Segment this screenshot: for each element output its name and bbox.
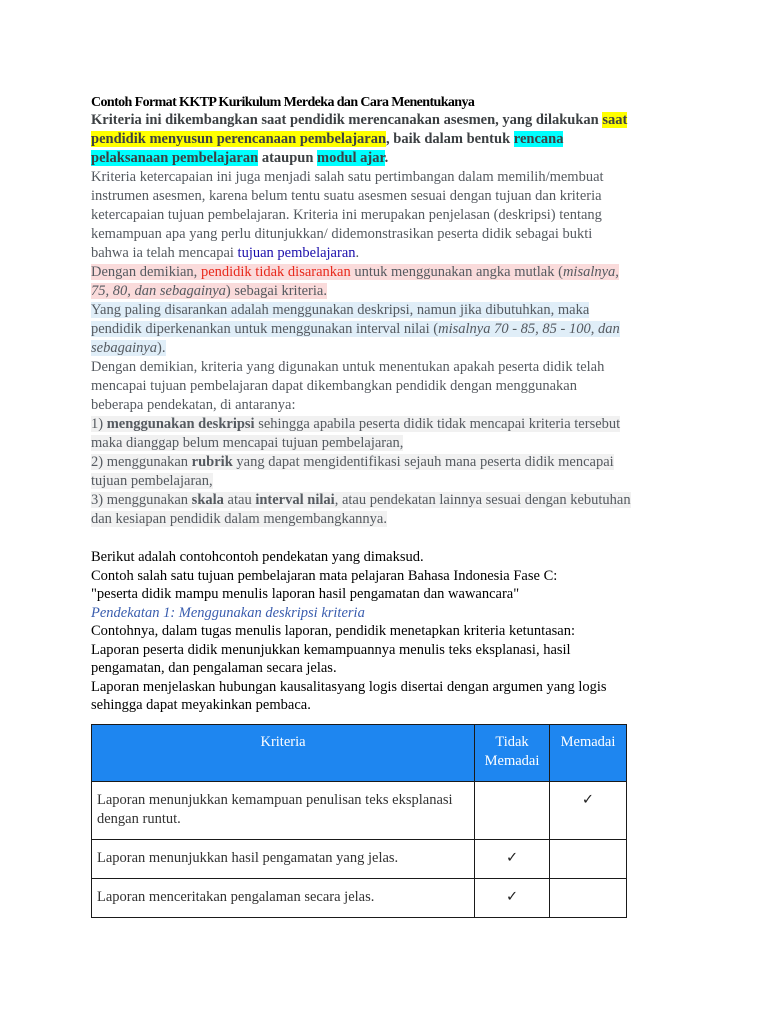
paragraph-not-recommended [91, 263, 631, 301]
cell-tidak-memadai: ✓ [475, 879, 550, 918]
list-item-text: sehingga apabila peserta didik tidak mencapai kriteria tersebut maka dianggap belum mencapai tujuan pembelajaran, [91, 416, 621, 451]
header-kriteria: Kriteria [92, 725, 475, 782]
list-item-bold: skala [191, 492, 224, 508]
paragraph-text: Kriteria ketercapaian ini juga menjadi salah satu pertimbangan dalam memilih/membuat instrumen asesmen, karena belum tentu suatu asesmen sesuai dengan tujuan dan kriteria ketercapaian tujuan pembelajaran. Kriteria ini merupakan penjelasan (deskripsi) tentang kemampuan apa yang perlu ditunjukkan/ didemonstrasikan peserta didik sebagai bukti bahwa ia telah mencapai [91, 169, 604, 261]
lead-text: Kriteria ini dikembangkan saat pendidik merencanakan asesmen, yang dilakukan [91, 112, 603, 128]
paragraph-kriteria [91, 168, 631, 263]
approach-heading: Pendekatan 1: Menggunakan deskripsi kriteria [91, 604, 365, 621]
italic-example: misalnya 70 - 85, 85 - 100, dan sebagainya [91, 321, 620, 356]
example-criteria-1: Laporan peserta didik menunjukkan kemampuannya menulis teks eksplanasi, hasil pengamatan, dan pengalaman secara jelas. [91, 641, 571, 676]
paragraph-approaches: Dengan demikian, kriteria yang digunakan untuk menentukan apakah peserta didik telah mencapai tujuan pembelajaran dapat dikembangkan pendidik dengan menggunakan beberapa pendekatan, di antaranya: [91, 359, 605, 413]
cell-memadai: ✓ [550, 782, 627, 840]
cell-kriteria: Laporan menceritakan pengalaman secara jelas. [92, 879, 475, 918]
paragraph-text: ). [157, 340, 166, 356]
spacer [91, 529, 631, 548]
list-item-bold: menggunakan deskripsi [106, 416, 255, 432]
cell-tidak-memadai [475, 782, 550, 840]
table-header-row [92, 725, 627, 782]
link-tujuan-pembelajaran[interactable]: tujuan pembelajaran [237, 245, 356, 261]
lead-text: ataupun [258, 150, 318, 166]
header-memadai: Memadai [550, 725, 627, 782]
list-item-bold: rubrik [191, 454, 233, 470]
list-item-text: yang dapat mengidentifikasi sejauh mana peserta didik mencapai tujuan pembelajaran, [91, 454, 614, 489]
example-criteria-2: Laporan menjelaskan hubungan kausalitasyang logis disertai dengan argumen yang logis sehingga dapat meyakinkan pembaca. [91, 678, 607, 713]
cell-memadai [550, 840, 627, 879]
example-intro: Berikut adalah contohcontoh pendekatan yang dimaksud. [91, 549, 424, 565]
list-item-text: 2) menggunakan [91, 454, 192, 470]
paragraph-text: Dengan demikian, [91, 264, 201, 280]
list-item-text: 3) menggunakan [91, 492, 192, 508]
table-row [92, 840, 627, 879]
approach-list [91, 415, 631, 529]
example-quote: "peserta didik mampu menulis laporan hasil pengamatan dan wawancara" [91, 586, 520, 602]
table-row [92, 782, 627, 840]
list-item-bold: interval nilai [255, 492, 335, 508]
document-body [91, 94, 631, 715]
highlight-yellow: saat pendidik menyusun perencanaan pembelajaran [91, 112, 628, 147]
criteria-table [91, 724, 627, 918]
cell-kriteria: Laporan menunjukkan kemampuan penulisan teks eksplanasi dengan runtut. [92, 782, 475, 840]
list-item-text: atau [223, 492, 256, 508]
paragraph-text: . [355, 245, 360, 261]
cell-tidak-memadai: ✓ [475, 840, 550, 879]
cell-memadai [550, 879, 627, 918]
header-tidak-memadai: Tidak Memadai [475, 725, 550, 782]
red-emphasis: pendidik tidak disarankan [200, 264, 351, 280]
cell-kriteria: Laporan menunjukkan hasil pengamatan yang jelas. [92, 840, 475, 879]
lead-text: , baik dalam bentuk [386, 131, 514, 147]
paragraph-text: ) sebagai kriteria. [225, 283, 327, 299]
page-title: Contoh Format KKTP Kurikulum Merdeka dan Cara Menentukanya [91, 95, 475, 110]
paragraph-recommended [91, 301, 631, 358]
paragraph-text: Yang paling disarankan adalah menggunakan deskripsi, namun jika dibutuhkan, maka pendidik diperkenankan untuk menggunakan interval nilai ( [91, 302, 590, 337]
list-item-number: 1) [91, 416, 107, 432]
lead-text: . [384, 150, 389, 166]
example-objective: Contoh salah satu tujuan pembelajaran mata pelajaran Bahasa Indonesia Fase C: [91, 567, 558, 584]
lead-paragraph [91, 111, 631, 168]
table-row [92, 879, 627, 918]
highlight-cyan: rencana pelaksanaan pembelajaran [91, 131, 564, 166]
list-item-text: , atau pendekatan lainnya sesuai dengan kebutuhan dan kesiapan pendidik dalam mengembangkannya. [91, 492, 631, 527]
paragraph-text: untuk menggunakan angka mutlak ( [350, 264, 563, 280]
italic-example: misalnya, 75, 80, dan sebagainya [91, 264, 619, 299]
highlight-cyan: modul ajar [317, 150, 385, 166]
example-criteria-intro: Contohnya, dalam tugas menulis laporan, pendidik menetapkan kriteria ketuntasan: [91, 623, 576, 639]
